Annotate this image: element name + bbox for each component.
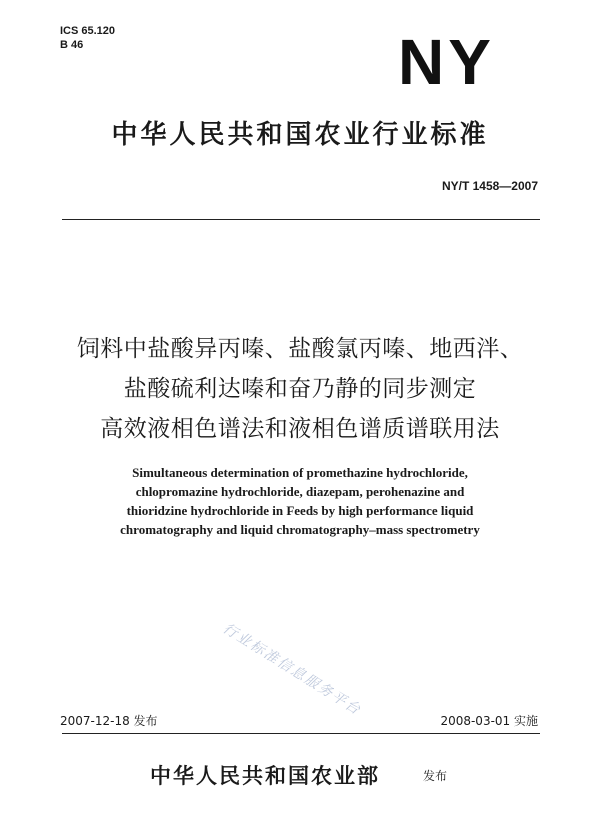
document-title-en xyxy=(0,463,600,539)
ics-code: ICS 65.120 xyxy=(60,25,116,37)
standard-number: NY/T 1458—2007 xyxy=(441,179,538,193)
title-zh-line: 高效液相色谱法和液相色谱质谱联用法 xyxy=(100,416,500,442)
release-date: 2007-12-18 发布 xyxy=(60,714,158,728)
title-zh-line: 盐酸硫利达嗪和奋乃静的同步测定 xyxy=(123,376,477,402)
category-code: B 46 xyxy=(60,39,84,51)
title-en-line: chlopromazine hydrochloride, diazepam, perohenazine and xyxy=(135,484,465,499)
document-title-zh xyxy=(0,329,600,449)
top-divider xyxy=(62,219,540,220)
standard-title: 中华人民共和国农业行业标准 xyxy=(111,120,489,150)
title-en-line: thioridzine hydrochloride in Feeds by high performance liquid xyxy=(126,503,474,518)
bottom-divider xyxy=(62,733,540,734)
title-en-line: Simultaneous determination of promethazine hydrochloride, xyxy=(132,465,468,480)
issue-label: 发布 xyxy=(423,769,448,783)
watermark-stamp: 行业标准信息服务平台 xyxy=(219,620,365,719)
ny-logo: NY xyxy=(398,26,495,98)
classification-codes xyxy=(60,24,115,52)
title-zh-line: 饲料中盐酸异丙嗪、盐酸氯丙嗪、地西泮、 xyxy=(76,336,524,362)
title-en-line: chromatography and liquid chromatography–mass spectrometry xyxy=(120,522,480,537)
issuing-authority: 中华人民共和国农业部 xyxy=(150,764,380,788)
implementation-date: 2008-03-01 实施 xyxy=(440,714,538,728)
